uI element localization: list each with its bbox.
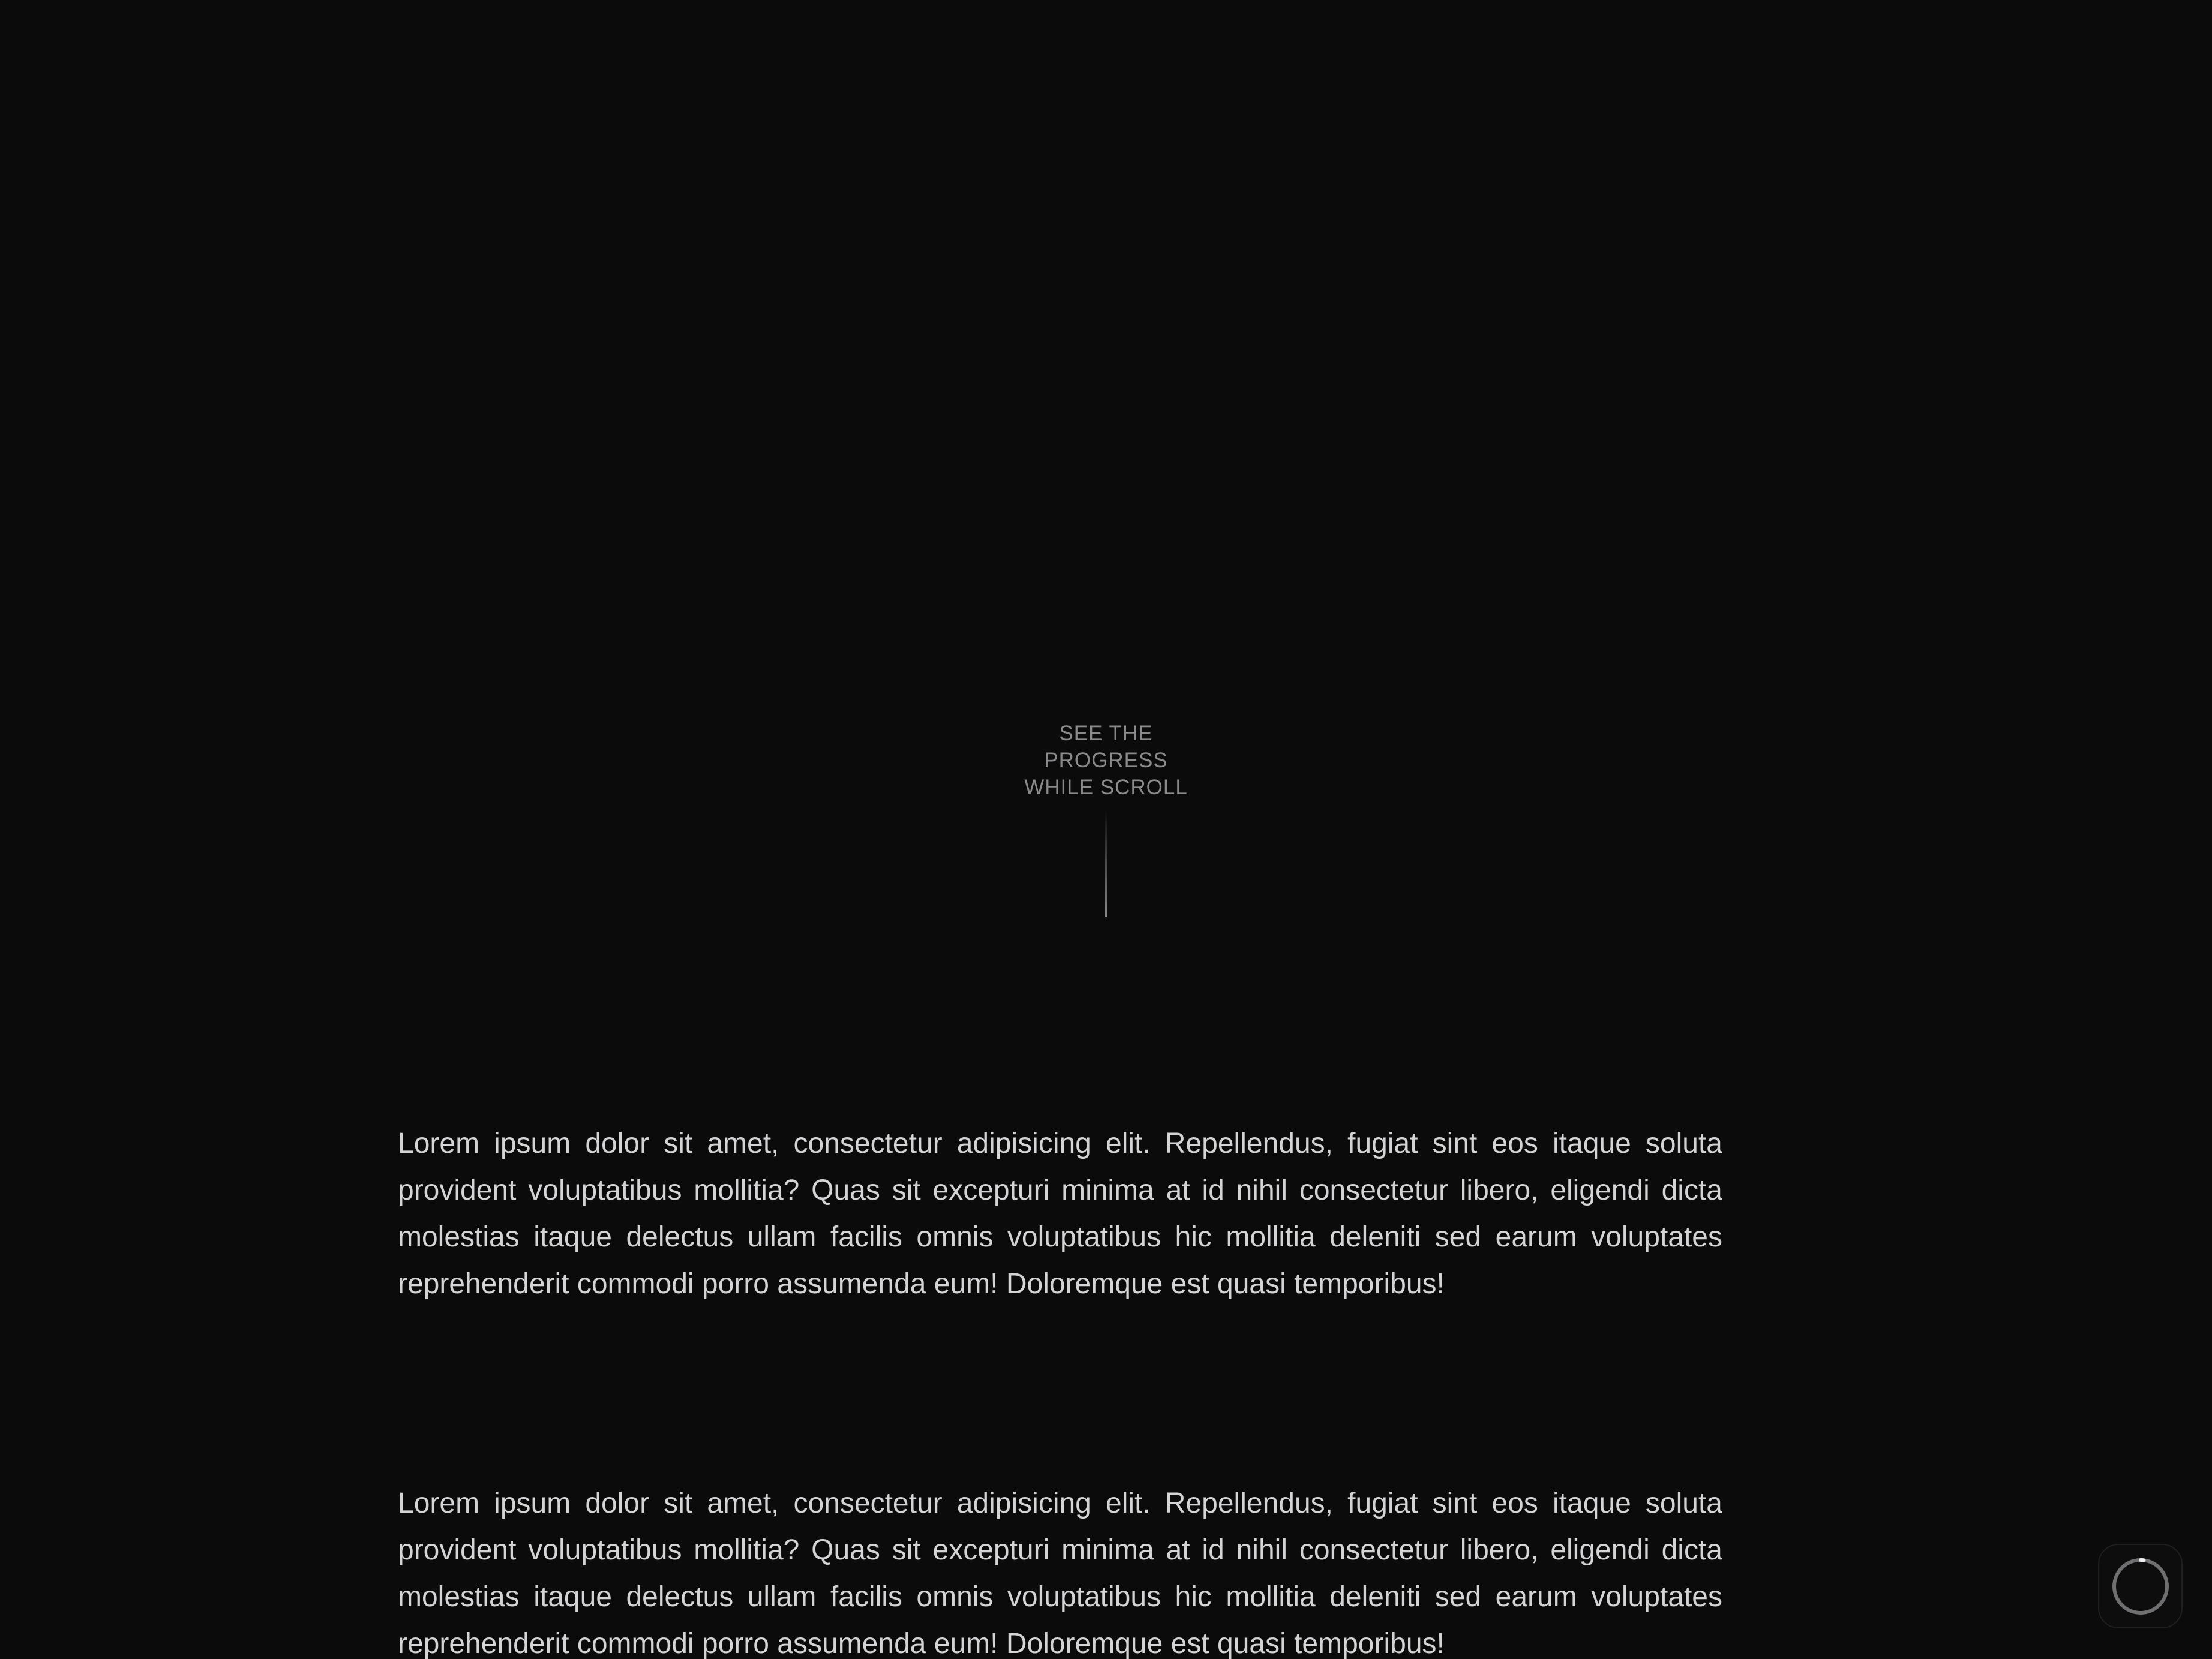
scroll-hint-line-2: PROGRESS bbox=[1044, 749, 1168, 772]
scroll-progress-button[interactable] bbox=[2098, 1544, 2183, 1628]
scroll-hint-text bbox=[998, 720, 1214, 801]
scroll-hint bbox=[0, 720, 2212, 917]
content-paragraph-2: Lorem ipsum dolor sit amet, consectetur adipisicing elit. Repellendus, fugiat sint eos itaque soluta provident voluptatibus mollitia? Quas sit excepturi minima at id nihil consectetur libero, eligendi dicta molestias itaque delectus ullam facilis omnis voluptatibus hic mollitia deleniti sed earum voluptates reprehenderit commodi porro assumenda eum! Doloremque est quasi temporibus! bbox=[398, 1487, 1722, 1659]
progress-ring-track bbox=[2114, 1560, 2167, 1613]
scroll-hint-line-3: WHILE SCROLL bbox=[1024, 776, 1188, 799]
content-paragraph-1: Lorem ipsum dolor sit amet, consectetur adipisicing elit. Repellendus, fugiat sint eos itaque soluta provident voluptatibus mollitia? Quas sit excepturi minima at id nihil consectetur libero, eligendi dicta molestias itaque delectus ullam facilis omnis voluptatibus hic mollitia deleniti sed earum voluptates reprehenderit commodi porro assumenda eum! Doloremque est quasi temporibus! bbox=[398, 1128, 1722, 1300]
scroll-progress-ring bbox=[2109, 1555, 2172, 1618]
scroll-indicator-line bbox=[1105, 809, 1107, 917]
scroll-hint-line-1: SEE THE bbox=[1059, 722, 1153, 745]
